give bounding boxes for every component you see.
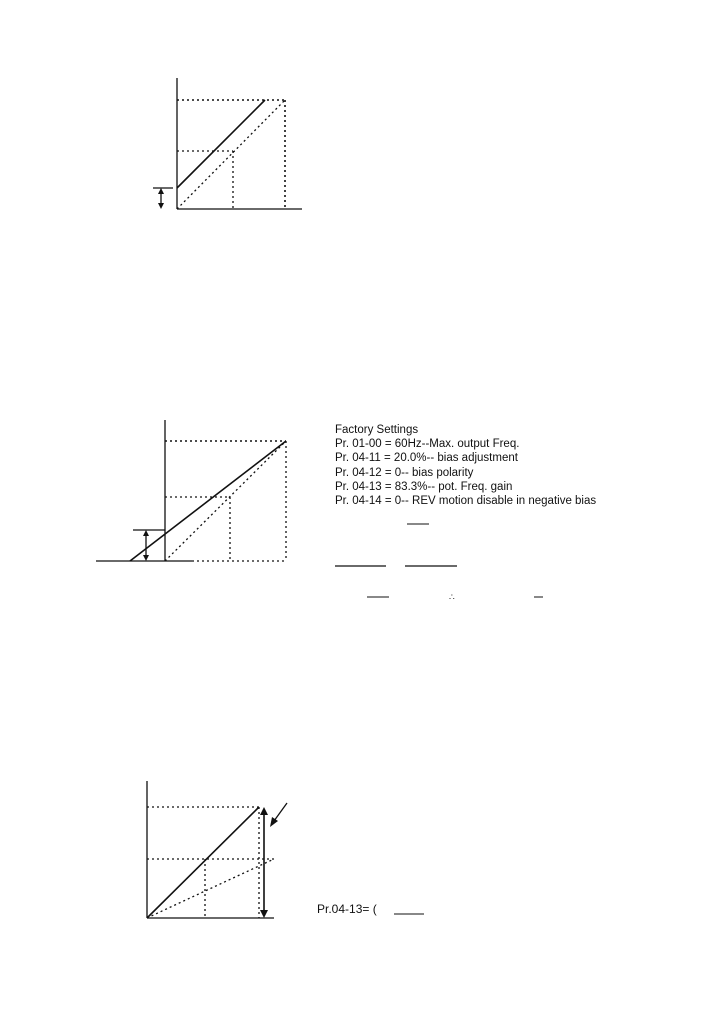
setting-line: Pr. 04-12 = 0-- bias polarity (335, 466, 474, 479)
factory-settings-heading: Factory Settings (335, 424, 419, 436)
gain-arrow-head-up (260, 807, 268, 815)
gain-curve (147, 807, 259, 918)
diagram-middle-negative-bias-graph (90, 410, 310, 580)
biased-curve (177, 100, 265, 188)
gain-formula-fraction-bar (393, 912, 433, 916)
diagram-bottom-gain-graph (130, 775, 310, 930)
original-curve-dotted (147, 859, 274, 918)
bias-arrow-head-up (143, 530, 149, 536)
gain-formula-label: Pr.04-13= ( (317, 902, 377, 916)
bias-arrow-head-down (143, 555, 149, 561)
formula-fragments (330, 515, 560, 605)
pointer-arrow-head (270, 817, 278, 827)
setting-line: Pr. 04-14 = 0-- REV motion disable in negative bias (335, 495, 597, 508)
therefore-symbol: ∴ (449, 592, 455, 602)
original-curve-dotted (177, 100, 285, 209)
setting-line: Pr. 04-11 = 20.0%-- bias adjustment (335, 452, 518, 465)
setting-line: Pr. 04-13 = 83.3%-- pot. Freq. gain (335, 480, 513, 493)
gain-formula (317, 902, 377, 916)
biased-curve (130, 441, 286, 561)
pointer-arrow (274, 803, 287, 821)
original-curve-dotted (165, 441, 286, 561)
setting-line: Pr. 01-00 = 60Hz--Max. output Freq. (335, 438, 520, 451)
bias-arrow-head-down (158, 203, 164, 209)
gain-arrow-head-down (260, 910, 268, 918)
bias-arrow-head-up (158, 188, 164, 194)
factory-settings-block (335, 423, 596, 508)
diagram-top-bias-graph (140, 70, 320, 220)
